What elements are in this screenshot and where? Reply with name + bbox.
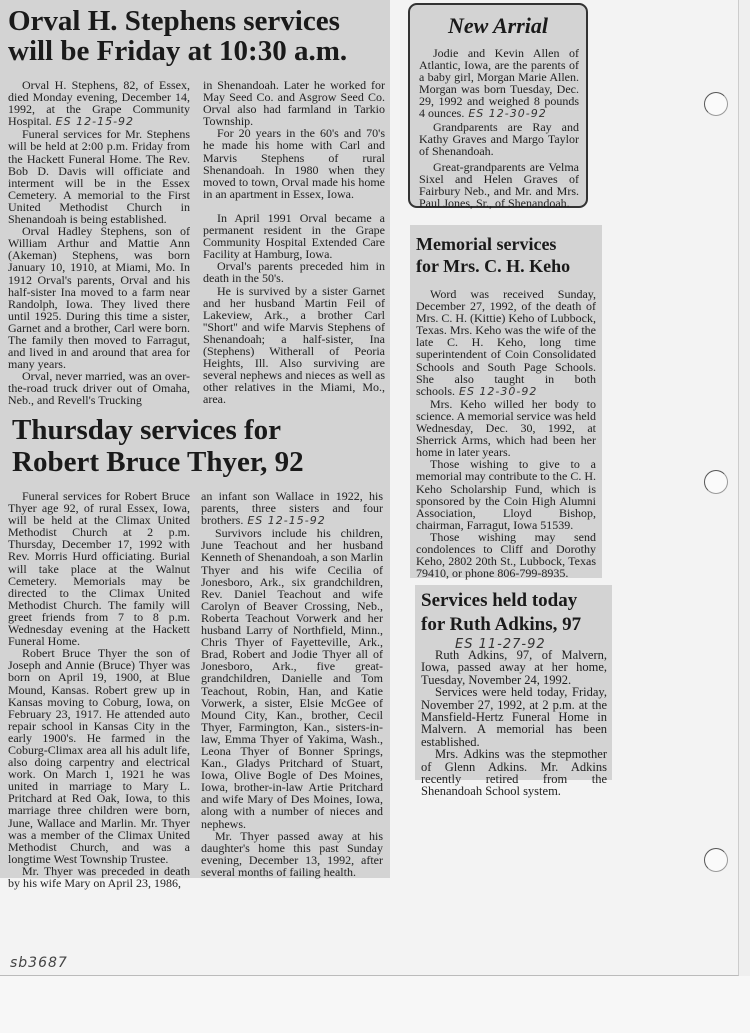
headline-line: for Ruth Adkins, 97: [421, 614, 582, 635]
handwritten-date: ES 12-30-92: [468, 107, 547, 121]
headline: [421, 589, 581, 637]
article-body: [421, 649, 607, 798]
scan-background: [0, 976, 750, 1033]
paragraph: Those wishing to give to a memorial may contribute to the C. H. Keho Scholarship Fund, which is sponsored by the Coin High Alumni Association, Lloyd Bishop, chairman, Farragut, Iowa 51539.: [416, 457, 596, 532]
paragraph: [201, 490, 383, 527]
headline: [416, 233, 570, 277]
handwritten-date: ES 11-27-92: [455, 637, 546, 652]
article-adkins: [415, 585, 612, 799]
headline-line: Services held today: [421, 590, 578, 611]
paragraph: Orval Hadley Stephens, son of William Arthur and Mattie Ann (Akeman) Stephens, was born January 10, 1910, at Miami, Mo. In 1912 Orval's parents, Orval and his half-sister Ina moved to a farm near Randolph, Iowa. They lived there until 1925. During this time a sister, Garnet and a brother, Carl were born. The family then moved to Farragut, and lived in and around that area for many years.: [8, 224, 190, 372]
handwritten-date: ES 12-30-92: [459, 384, 538, 398]
paragraph-text: Word was received Sunday, December 27, 1992, of the death of Mrs. C. H. (Kittie) Keho of Lubbock, Texas. Mrs. Keho was the wife of the late C. H. Keho, long time superintendent of Coin Consolidated Schools and South Page Schools. She also taught in both schools.: [416, 287, 596, 398]
paragraph: Funeral services for Robert Bruce Thyer age 92, of rural Essex, Iowa, will be held at the Climax United Methodist Church at 2 p.m. Thursday, December 17, 1992 with Rev. Morris Hurd officiating. Burial will take place at the Walnut Cemetery. Memorials may be directed to the Climax United Methodist Church. The family will greet friends from 7 to 8 p.m. Wednesday evening at the Hackett Funeral Home.: [8, 489, 190, 649]
paragraph: [416, 288, 596, 398]
binder-hole: [704, 848, 728, 872]
paragraph: Orval's parents preceded him in death in the 50's.: [203, 259, 385, 286]
paragraph: [8, 79, 190, 128]
column-2: [201, 490, 383, 878]
headline-line: Orval H. Stephens services: [8, 5, 340, 37]
binder-hole: [704, 92, 728, 116]
headline: New Arrial: [447, 13, 549, 38]
column-1: [8, 490, 190, 889]
paragraph: Funeral services for Mr. Stephens will be held at 2:00 p.m. Friday from the Hackett Funeral Home. The Rev. Bob D. Davis will officiate and interment will be in the Essex Cemetery. A memorial to the First United Methodist Church in Shenandoah is being established.: [8, 127, 190, 227]
paragraph: Mrs. Adkins was the stepmother of Glenn Adkins. Mr. Adkins recently retired from the Shenandoah School system.: [421, 747, 607, 799]
paragraph: Robert Bruce Thyer the son of Joseph and Annie (Bruce) Thyer was born on April 19, 1900, at Blue Mound, Kansas. Robert grew up in Kansas moving to Coburg, Iowa, on February 23, 1917. He attended auto repair school in Kansas City in the early 1900's. He farmed in the Coburg-Climax area all his adult life, also doing carpentry and electrical work. On March 1, 1921 he was united in marriage to Mary L. Pritchard at Red Oak, Iowa, to this marriage three children were born, June, Wallace and Marlin. Mr. Thyer was a member of the Climax United Methodist Church, and was a longtime West Township Trustee.: [8, 646, 190, 866]
article-keho: [410, 225, 602, 581]
paragraph: Great-grandparents are Velma Sixel and Helen Graves of Fairbury Neb., and Mr. and Mrs. Paul Jones, Sr., of Shenandoah.: [419, 159, 579, 211]
column-1: [8, 79, 190, 407]
paragraph: [419, 47, 579, 121]
paragraph: In April 1991 Orval became a permanent resident in the Grape Community Hospital Extended Care Facility at Hamburg, Iowa.: [203, 210, 385, 262]
paragraph: Mr. Thyer was preceded in death by his wife Mary on April 23, 1986,: [8, 863, 190, 890]
headline-line: will be Friday at 10:30 a.m.: [8, 35, 348, 67]
handwritten-date: ES 12-15-92: [247, 514, 326, 528]
article-allen: [408, 3, 588, 211]
paragraph: Mrs. Keho willed her body to science. A memorial service was held Wednesday, Dec. 30, 1992, at Sherrick Arms, which had been her home in later years.: [416, 396, 596, 460]
binder-hole: [704, 470, 728, 494]
headline-line: for Mrs. C. H. Keho: [416, 256, 571, 276]
paragraph-text: Orval H. Stephens, 82, of Essex, died Monday evening, December 14, 1992, at the Grape Community Hospital.: [8, 78, 190, 129]
paragraph: Mr. Thyer passed away at his daughter's home this past Sunday evening, December 13, 1992, after several months of failing health.: [201, 828, 383, 879]
paragraph: in Shenandoah. Later he worked for May Seed Co. and Asgrow Seed Co. Orval also had farmland in Tarkio Township.: [203, 78, 385, 129]
headline-line: Robert Bruce Thyer, 92: [12, 446, 304, 478]
handwritten-page-number: sb3687: [10, 955, 68, 971]
paragraph: Services were held today, Friday, November 27, 1992, at 2 p.m. at the Mansfield-Hertz Funeral Home in Malvern. A memorial has been established.: [421, 685, 607, 749]
paragraph-text: Jodie and Kevin Allen of Atlantic, Iowa, are the parents of a baby girl, Morgan Marie Allen. Morgan was born Tuesday, Dec. 29, 1992 and weighed 8 pounds 4 ounces.: [419, 46, 579, 121]
column-2: [203, 79, 385, 405]
article-body: [416, 288, 596, 579]
paragraph: Survivors include his children, June Teachout and her husband Kenneth of Shenandoah, a son Marlin Thyer and his wife Cecilia of Jonesboro, Ark., six grandchildren, Rev. Daniel Teachout and wife Carolyn of Beaver Crossing, Neb., Roberta Teachout Vorwerk and her husband Larry of Northfield, Minn., Chris Thyer of Fayetteville, Ark., Brad, Robert and Jodie Thyer all of Jonesboro, Ark., five great-grandchildren, Danielle and Tom Teachout, Robin, Han, and Katie Vorwerk, a sister, Elsie McGee of Mound City, Kan., brother, Cecil Thyer, Farmington, Kan., sisters-in-law, Emma Thyer of Yakima, Wash., Leona Thyer of Bonner Springs, Kan., Gladys Pritchard of Stuart, Iowa, Olive Bogle of Des Moines, Iowa, brother-in-law Artie Pritchard and wife Mary of Des Moines, Iowa, along with a number of nieces and nephews.: [201, 526, 383, 831]
paragraph: Grandparents are Ray and Kathy Graves and Margo Taylor of Shenandoah.: [419, 119, 579, 158]
article-body: [419, 47, 579, 209]
headline: [8, 6, 347, 66]
headline-line: Memorial services: [416, 234, 557, 254]
paragraph: Orval, never married, was an over-the-road truck driver out of Omaha, Neb., and Revell's Trucking: [8, 369, 190, 408]
headline-line: Thursday services for: [12, 414, 282, 446]
paragraph: Those wishing may send condolences to Cliff and Dorothy Keho, 2802 20th St., Lubbock, Texas 79410, or phone 806-799-8935.: [416, 529, 596, 581]
handwritten-date: ES 12-15-92: [55, 115, 135, 129]
paragraph: For 20 years in the 60's and 70's he made his home with Carl and Marvis Stephens of rural Shenandoah. In 1980 when they moved to town, Orval made his home in an apartment in Essex, Iowa.: [203, 126, 385, 201]
paragraph: He is survived by a sister Garnet and her husband Martin Feil of Lakeview, Ark., a brother Carl ''Short'' and wife Marvis Stephens of Shenandoah; a half-sister, Ina (Stephens) Witherall of Peoria Heights, Ill. Also surviving are several nephews and nieces as well as other relatives in the Miami, Mo., area.: [203, 283, 385, 407]
paragraph-text: an infant son Wallace in 1922, his parents, three sisters and four brothers.: [201, 489, 383, 528]
paragraph: Ruth Adkins, 97, of Malvern, Iowa, passed away at her home, Tuesday, November 24, 1992.: [421, 648, 607, 687]
headline: [12, 414, 304, 478]
